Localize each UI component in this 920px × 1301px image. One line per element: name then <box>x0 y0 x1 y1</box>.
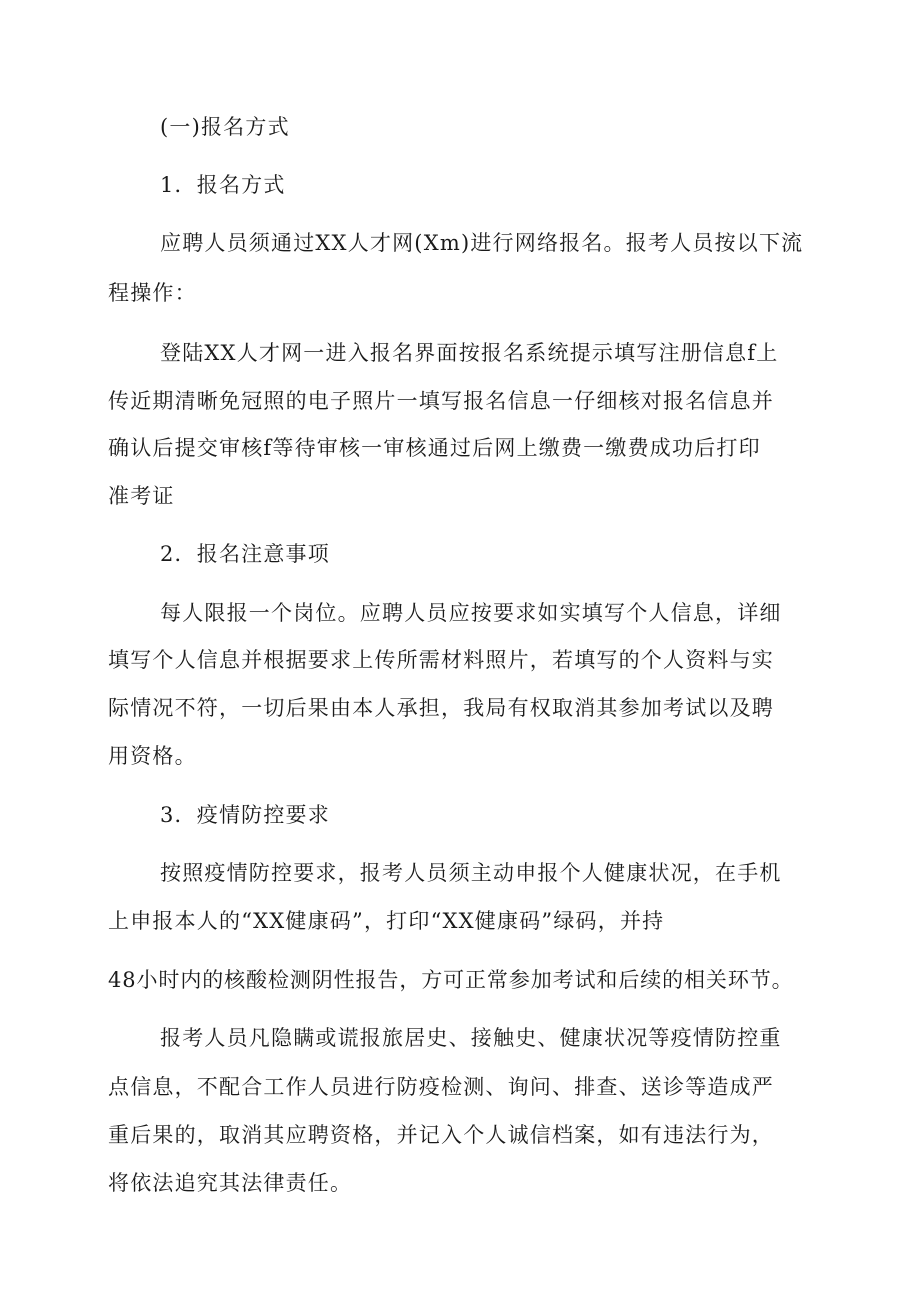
paragraph-line: 传近期清晰免冠照的电子照片一填写报名信息一仔细核对报名信息并 <box>108 389 774 413</box>
paragraph-line: 重后果的，取消其应聘资格，并记入个人诚信档案，如有违法行为， <box>108 1123 774 1147</box>
paragraph-line: 填写个人信息并根据要求上传所需材料照片，若填写的个人资料与实 <box>108 648 774 672</box>
paragraph-line: 48小时内的核酸检测阴性报告，方可正常参加考试和后续的相关环节。 <box>108 968 794 992</box>
subheading-epidemic-control: 3．疫情防控要求 <box>160 803 330 827</box>
paragraph-line: 点信息，不配合工作人员进行防疫检测、询问、排查、送诊等造成严 <box>108 1075 774 1099</box>
section-heading: (一)报名方式 <box>160 115 290 139</box>
subheading-registration-notes: 2．报名注意事项 <box>160 542 330 566</box>
paragraph-line: 应聘人员须通过XX人才网(Xm)进行网络报名。报考人员按以下流 <box>160 231 804 255</box>
paragraph-line: 按照疫情防控要求，报考人员须主动申报个人健康状况，在手机 <box>160 861 782 885</box>
paragraph-line: 将依法追究其法律责任。 <box>108 1171 353 1195</box>
paragraph-line: 每人限报一个岗位。应聘人员应按要求如实填写个人信息，详细 <box>160 601 782 625</box>
paragraph-line: 程操作： <box>108 281 197 305</box>
paragraph-line: 登陆XX人才网一进入报名界面按报名系统提示填写注册信息f上 <box>160 341 779 365</box>
paragraph-line: 报考人员凡隐瞒或谎报旅居史、接触史、健康状况等疫情防控重 <box>160 1026 782 1050</box>
paragraph-line: 准考证 <box>108 484 175 508</box>
paragraph-line: 用资格。 <box>108 744 197 768</box>
paragraph-line: 际情况不符，一切后果由本人承担，我局有权取消其参加考试以及聘 <box>108 696 774 720</box>
paragraph-line: 确认后提交审核f等待审核一审核通过后网上缴费一缴费成功后打印 <box>108 436 761 460</box>
paragraph-line: 上申报本人的“XX健康码”，打印“XX健康码”绿码，并持 <box>108 909 665 933</box>
subheading-registration-method: 1．报名方式 <box>160 173 286 197</box>
